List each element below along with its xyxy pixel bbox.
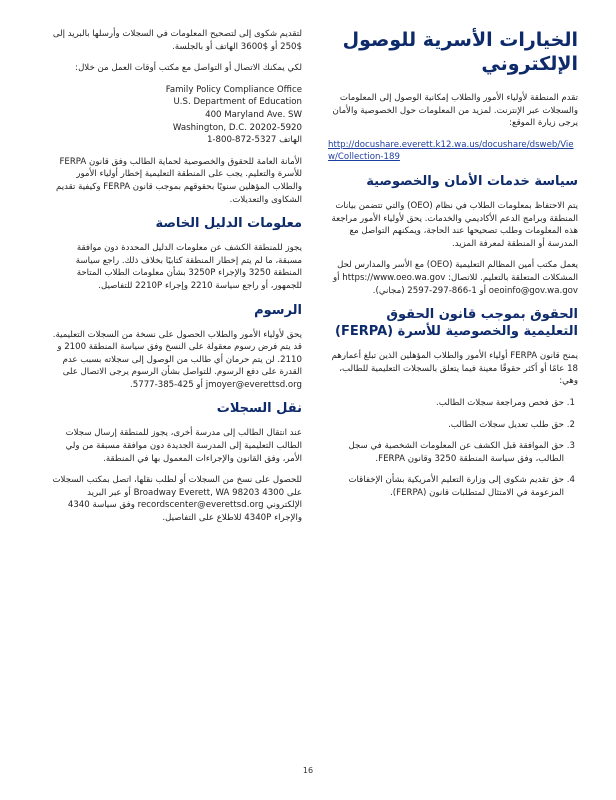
left-column (52, 28, 302, 534)
right-column (328, 28, 578, 508)
address-line: Family Policy Compliance Office (165, 84, 302, 95)
paragraph: لكي يمكنك الاتصال أو التواصل مع مكتب أوقات العمل من خلال: (75, 63, 302, 74)
section-heading-fees: الرسوم (254, 302, 302, 318)
section-heading-online: سياسة خدمات الأمان والخصوصية (366, 173, 578, 189)
paragraph: تقدم المنطقة لأولياء الأمور والطلاب إمكانية الوصول إلى المعلومات والسجلات عبر الإنترنت. لمزيد من المعلومات حول الخصوصية والأمان يرجى زيارة الموقع: (332, 93, 578, 129)
docushare-link[interactable]: http://docushare.everett.k12.wa.us/docushare/dsweb/View/Collection-189 (328, 139, 574, 163)
paragraph: للحصول على نسخ من السجلات أو لطلب نقلها، اتصل بمكتب السجلات على 4300 Broadway Everett, WA 98203 أو عبر البريد الإلكتروني recordscenter@everettsd.org وفق سياسة 4340 والإجراء 4340P للاطلاع على التفاصيل. (52, 475, 302, 524)
list-item: 3. حق الموافقة قبل الكشف عن المعلومات الشخصية في سجل الطالب، وفق سياسة المنطقة 3250 وقانون FERPA. (328, 440, 564, 465)
list-item: 1. حق فحص ومراجعة سجلات الطالب. (328, 397, 564, 410)
list-item: 2. حق طلب تعديل سجلات الطالب. (328, 419, 564, 432)
section-heading-transfer: نقل السجلات (216, 401, 302, 417)
paragraph: يحق لأولياء الأمور والطلاب الحصول على نسخة من السجلات التعليمية. قد يتم فرض رسوم معقولة على النسخ وفق سياسة المنطقة 2100 و 2110. لن يتم حرمان أي طالب من الوصول إلى سجلاته بسبب عدم القدرة على دفع الرسوم. للتواصل بشأن الرسوم يرجى الاتصال على jmoyer@everettsd.org أو 425-385-5777. (52, 329, 302, 390)
paragraph: يمنح قانون FERPA أولياء الأمور والطلاب المؤهلين الذين تبلغ أعمارهم 18 عامًا أو أكثر حقوقًا معينة فيما يتعلق بالسجلات التعليمية للطالب، وهي: (331, 351, 578, 387)
section-heading-ferpa-rights: الحقوق بموجب قانون الحقوق التعليمية والخصوصية للأسرة (FERPA) (335, 307, 578, 340)
paragraph: يجوز للمنطقة الكشف عن معلومات الدليل المحددة دون موافقة مسبقة، ما لم يتم إخطار المنطقة كتابيًا بخلاف ذلك. راجع سياسة المنطقة 3250 والإجراء 3250P بشأن معلومات الطلاب المتاحة للجمهور، أو راجع سياسة 2210 وإجراء 2210P للتفاصيل. (75, 243, 302, 291)
paragraph: عند انتقال الطالب إلى مدرسة أخرى، يجوز للمنطقة إرسال سجلات الطالب التعليمية إلى المدرسة الجديدة دون موافقة مسبقة من ولي الأمر، وفق القانون والإجراءات المعمول بها في المنطقة. (65, 428, 302, 464)
address-line: 1-800-872-5327 الهاتف (206, 135, 302, 146)
rights-list (328, 397, 578, 500)
paragraph: الأمانة العامة للحقوق والخصوصية لحماية الطالب وفق قانون FERPA للأسرة والتعليم. يجب على المنطقة التعليمية إخطار أولياء الأمور والطلاب المؤهلين سنويًا بحقوقهم بموجب قانون FERPA وكيفية تقديم الشكاوى والتعديلات. (56, 156, 302, 205)
paragraph (328, 139, 578, 164)
page-title: الخيارات الأسرية للوصول الإلكتروني (342, 29, 578, 75)
fpco-address (52, 84, 302, 147)
section-heading-directory: معلومات الدليل الخاصة (155, 216, 302, 232)
paragraph: يعمل مكتب أمين المظالم التعليمية (OEO) مع الأسر والمدارس لحل المشكلات المتعلقة بالتعليم. للاتصال: https://www.oeo.wa.gov أو oeoinfo@gov.wa.gov أو 1-866-297-2597 (مجاني). (333, 260, 578, 296)
address-line: U.S. Department of Education (173, 97, 302, 108)
address-line: 400 Maryland Ave. SW (205, 109, 302, 120)
paragraph: يتم الاحتفاظ بمعلومات الطلاب في نظام (OEO) والتي تتضمن بيانات المنطقة وبرامج الدعم الأكاديمي والخدمات. يحق لأولياء الأمور مراجعة هذه المعلومات وطلب تصحيحها عند الحاجة، ويمكنهم التواصل مع المدرسة أو المنطقة لمعرفة المزيد. (331, 200, 578, 249)
address-line: Washington, D.C. 20202-5920 (172, 122, 302, 133)
list-item: 4. حق تقديم شكوى إلى وزارة التعليم الأمريكية بشأن الإخفاقات المزعومة في الامتثال لمتطلبات قانون (FERPA). (328, 474, 564, 499)
paragraph: لتقديم شكوى إلى لتصحيح المعلومات في السجلات وأرسلها بالبريد إلى $250 أو $3600 الهاتف أو بالجلسة. (52, 29, 302, 52)
page-number: 16 (302, 766, 314, 775)
